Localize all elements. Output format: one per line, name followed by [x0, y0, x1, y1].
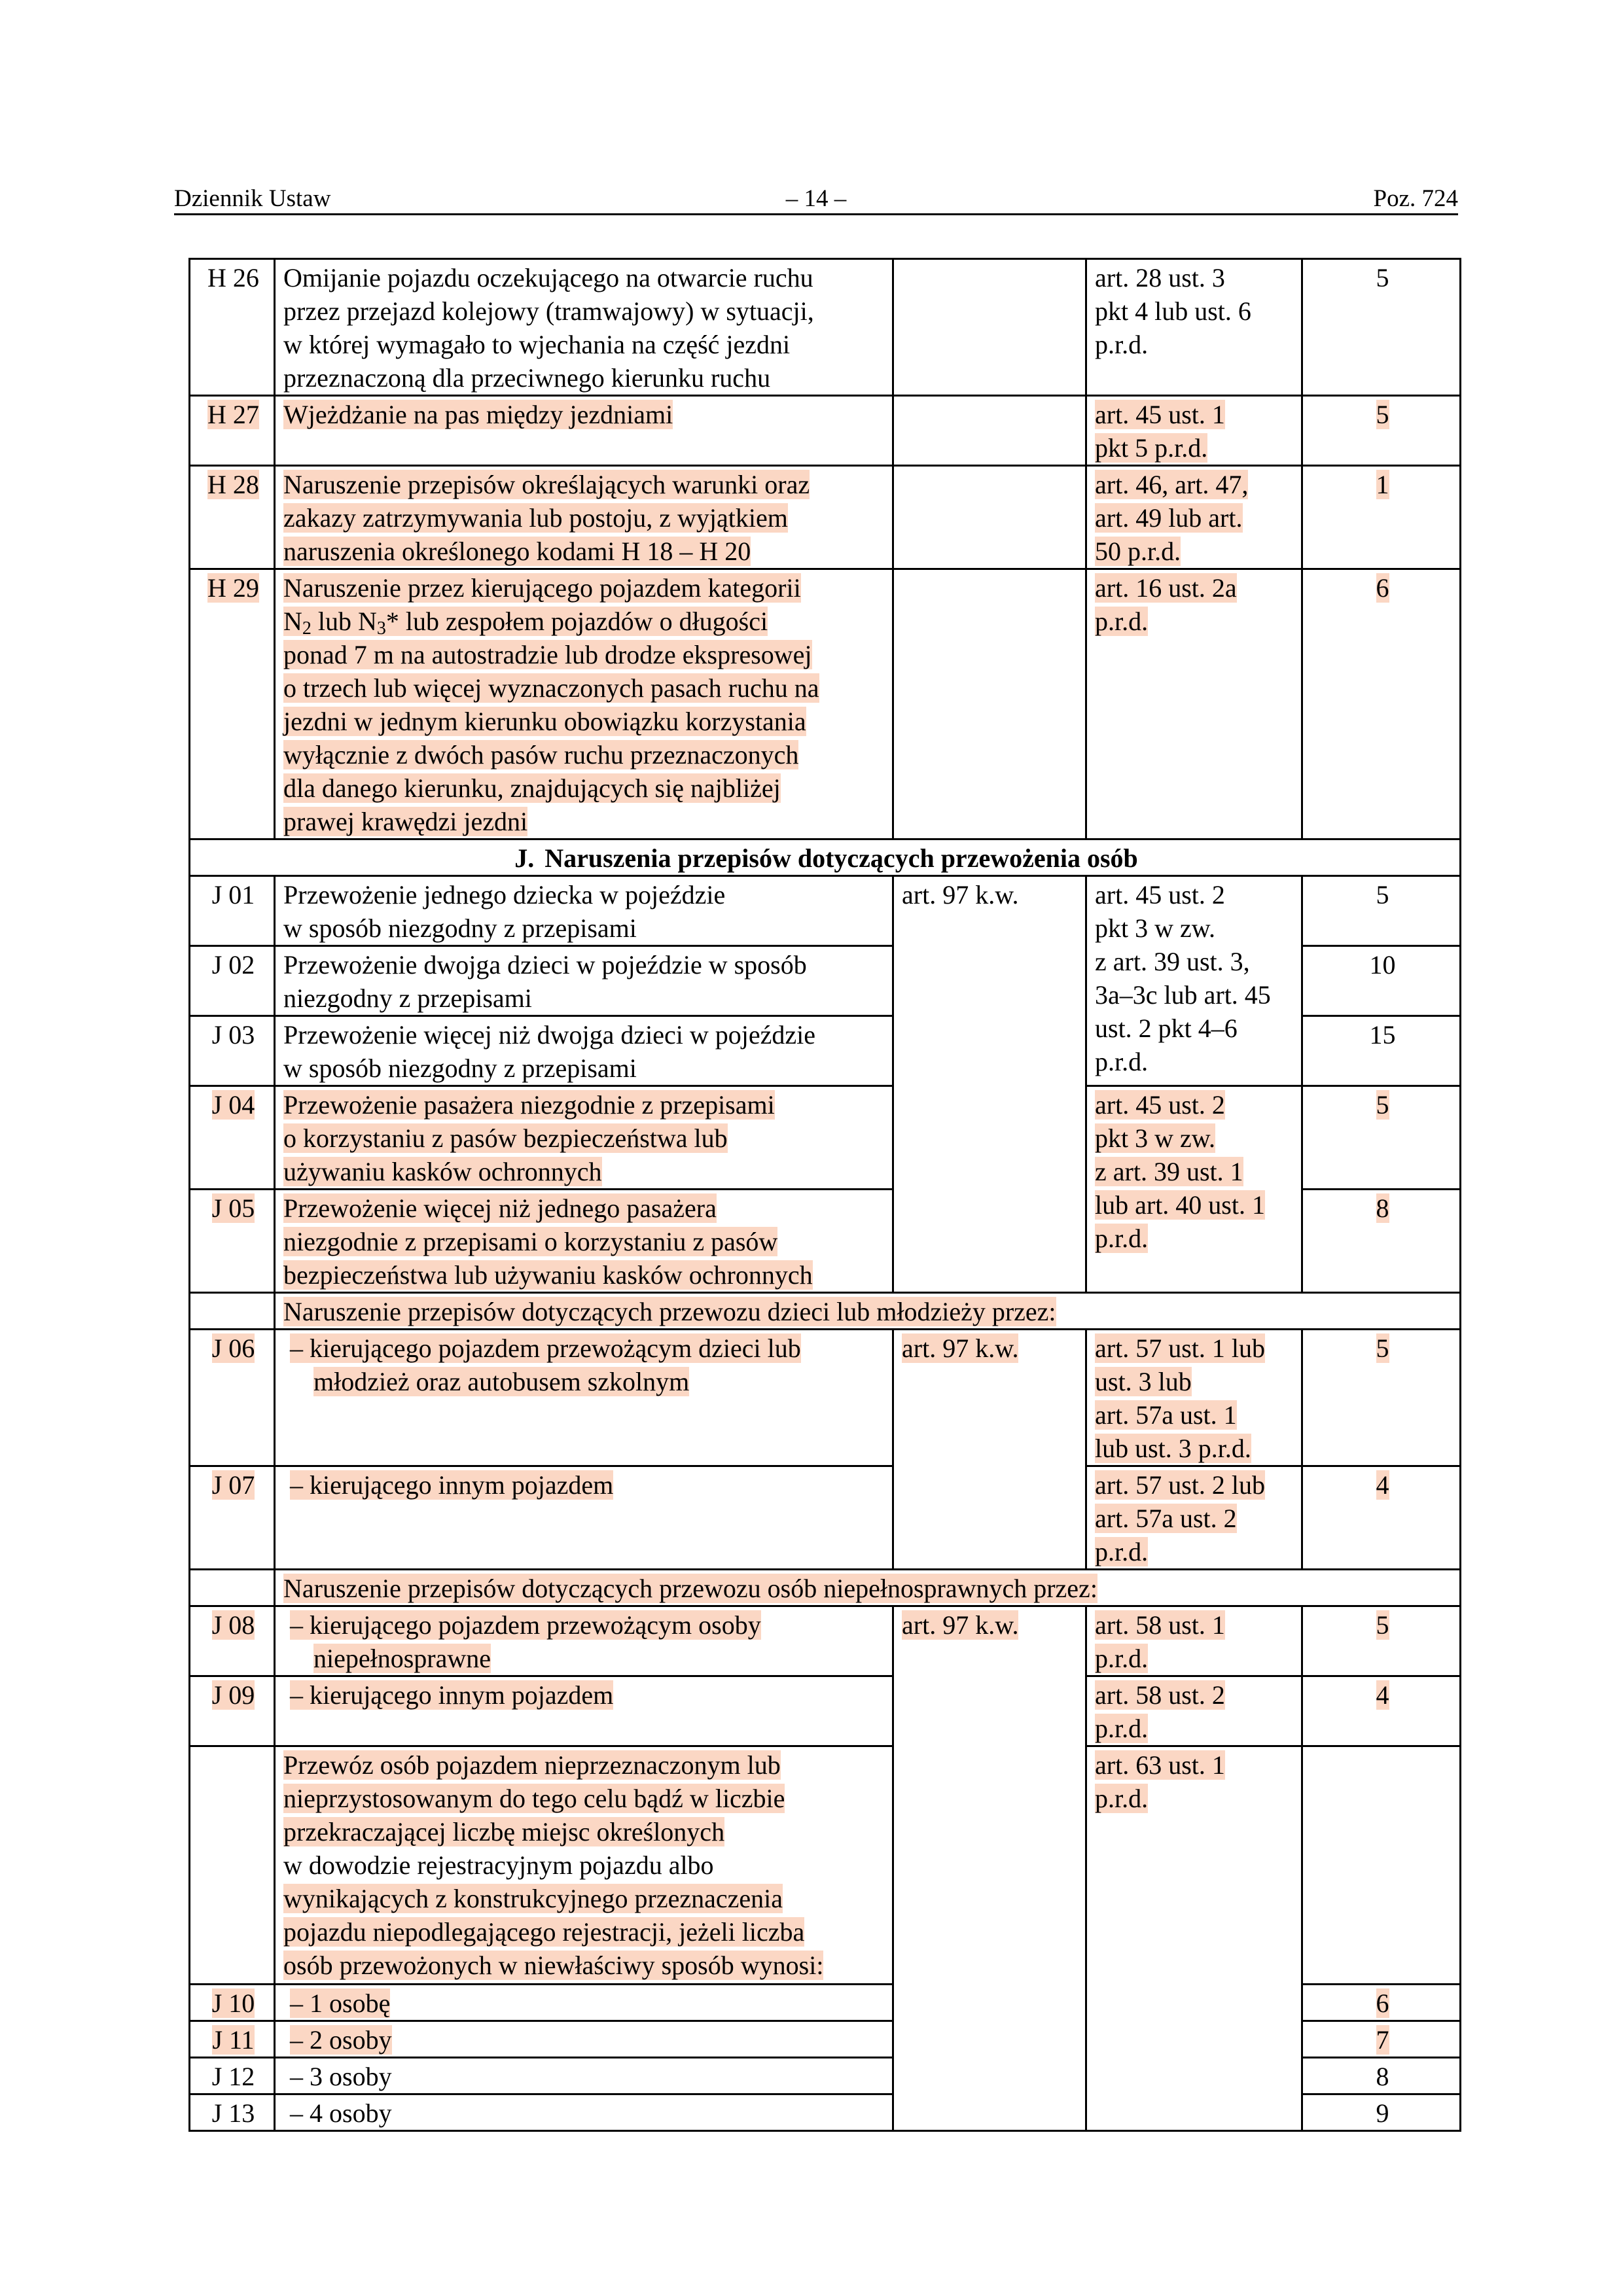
code-cell: J 11: [190, 2021, 275, 2058]
description-cell: Przewożenie dwojga dzieci w pojeździe w sposób niezgodny z przepisami: [275, 946, 893, 1016]
code-cell: J 10: [190, 1985, 275, 2021]
points-cell: 15: [1302, 1016, 1461, 1086]
group-row-disabled: [190, 1570, 1461, 1606]
table-row-j06: [190, 1330, 1461, 1466]
points-cell: 4: [1302, 1676, 1461, 1746]
page-number: – 14 –: [785, 185, 847, 212]
code-cell: J 12: [190, 2058, 275, 2094]
table-row-j01: [190, 876, 1461, 946]
description-cell: – kierującego innym pojazdem: [275, 1466, 893, 1570]
description-cell: Wjeżdżanie na pas między jezdniami: [275, 396, 893, 466]
points-cell: 6: [1302, 569, 1461, 839]
code-cell: J 09: [190, 1676, 275, 1746]
points-cell: 8: [1302, 1190, 1461, 1293]
article-cell: art. 45 ust. 1 pkt 5 p.r.d.: [1086, 396, 1302, 466]
code-cell: H 28: [190, 466, 275, 569]
group-title: Naruszenie przepisów dotyczących przewozu dzieci lub młodzieży przez:: [275, 1293, 1461, 1330]
description-cell: – kierującego pojazdem przewożącym dzieci lub młodzież oraz autobusem szkolnym: [275, 1330, 893, 1466]
kw-cell: art. 97 k.w.: [893, 1606, 1086, 2131]
points-cell: 5: [1302, 396, 1461, 466]
kw-cell: [893, 466, 1086, 569]
table-row-h28: [190, 466, 1461, 569]
article-cell: art. 57 ust. 2 lub art. 57a ust. 2 p.r.d.: [1086, 1466, 1302, 1570]
points-cell: 5: [1302, 1330, 1461, 1466]
description-cell: – 1 osobę: [275, 1985, 893, 2021]
code-cell: [190, 1746, 275, 1985]
code-cell: J 03: [190, 1016, 275, 1086]
kw-cell: [893, 569, 1086, 839]
description-cell: Przewożenie więcej niż jednego pasażera niezgodnie z przepisami o korzystaniu z pasów bezpieczeństwa lub używaniu kasków ochronnych: [275, 1190, 893, 1293]
kw-cell: [893, 259, 1086, 396]
description-cell: – kierującego pojazdem przewożącym osoby niepełnosprawne: [275, 1606, 893, 1676]
table-row-j09: [190, 1676, 1461, 1746]
code-cell: J 05: [190, 1190, 275, 1293]
kw-cell: art. 97 k.w.: [893, 1330, 1086, 1570]
description-cell: Przewożenie pasażera niezgodnie z przepisami o korzystaniu z pasów bezpieczeństwa lub używaniu kasków ochronnych: [275, 1086, 893, 1190]
article-cell: art. 58 ust. 2 p.r.d.: [1086, 1676, 1302, 1746]
description-cell: – kierującego innym pojazdem: [275, 1676, 893, 1746]
article-cell: art. 45 ust. 2 pkt 3 w zw. z art. 39 ust. 1 lub art. 40 ust. 1 p.r.d.: [1086, 1086, 1302, 1293]
table-row-j07: [190, 1466, 1461, 1570]
page-header: [174, 181, 1458, 215]
points-cell: 1: [1302, 466, 1461, 569]
description-cell: – 3 osoby: [275, 2058, 893, 2094]
code-cell: J 13: [190, 2094, 275, 2131]
article-cell: art. 58 ust. 1 p.r.d.: [1086, 1606, 1302, 1676]
points-cell: 9: [1302, 2094, 1461, 2131]
article-cell: art. 57 ust. 1 lub ust. 3 lub art. 57a ust. 1 lub ust. 3 p.r.d.: [1086, 1330, 1302, 1466]
code-cell: H 26: [190, 259, 275, 396]
code-cell: J 02: [190, 946, 275, 1016]
table-row-h29: [190, 569, 1461, 839]
article-cell: art. 63 ust. 1 p.r.d.: [1086, 1746, 1302, 2131]
points-cell: 7: [1302, 2021, 1461, 2058]
points-cell: 5: [1302, 876, 1461, 946]
position-number: Poz. 724: [1373, 185, 1458, 212]
description-cell: Przewóz osób pojazdem nieprzeznaczonym lub nieprzystosowanym do tego celu bądź w liczbie przekraczającej liczbę miejsc określonych w dowodzie rejestracyjnym pojazdu albo wynikających z konstrukcyjnego przeznaczenia pojazdu niepodlegającego rejestracji, jeżeli liczba osób przewożonych w niewłaściwy sposób wynosi:: [275, 1746, 893, 1985]
description-cell: Przewożenie więcej niż dwojga dzieci w pojeździe w sposób niezgodny z przepisami: [275, 1016, 893, 1086]
group-row-children: [190, 1293, 1461, 1330]
points-cell: 10: [1302, 946, 1461, 1016]
code-cell: [190, 1570, 275, 1606]
description-cell: – 2 osoby: [275, 2021, 893, 2058]
penalty-points-table: [188, 258, 1461, 2132]
article-cell: art. 28 ust. 3 pkt 4 lub ust. 6 p.r.d.: [1086, 259, 1302, 396]
article-cell: art. 16 ust. 2a p.r.d.: [1086, 569, 1302, 839]
points-cell: 5: [1302, 1086, 1461, 1190]
points-cell: 5: [1302, 259, 1461, 396]
points-cell: 5: [1302, 1606, 1461, 1676]
section-title: J. Naruszenia przepisów dotyczących przewożenia osób: [190, 839, 1461, 876]
group-title: Naruszenie przepisów dotyczących przewozu osób niepełnosprawnych przez:: [275, 1570, 1461, 1606]
points-cell: 4: [1302, 1466, 1461, 1570]
description-cell: Omijanie pojazdu oczekującego na otwarcie ruchu przez przejazd kolejowy (tramwajowy) w sytuacji, w której wymagało to wjechania na część jezdni przeznaczoną dla przeciwnego kierunku ruchu: [275, 259, 893, 396]
code-cell: H 29: [190, 569, 275, 839]
code-cell: J 07: [190, 1466, 275, 1570]
kw-cell: art. 97 k.w.: [893, 876, 1086, 1293]
description-cell: Naruszenie przepisów określających warunki oraz zakazy zatrzymywania lub postoju, z wyjątkiem naruszenia określonego kodami H 18 – H 20: [275, 466, 893, 569]
description-cell: Naruszenie przez kierującego pojazdem kategorii $N_2$ lub $N_3*$ lub zespołem pojazdów o długości ponad 7 m na autostradzie lub drodze ekspresowej o trzech lub więcej wyznaczonych pasach ruchu na jezdni w jednym kierunku obowiązku korzystania wyłącznie z dwóch pasów ruchu przeznaczonych dla danego kierunku, znajdujących się najbliżej prawej krawędzi jezdni: [275, 569, 893, 839]
table-row-h26: [190, 259, 1461, 396]
code-cell: H 27: [190, 396, 275, 466]
points-cell: 6: [1302, 1985, 1461, 2021]
table-row-j08: [190, 1606, 1461, 1676]
points-cell: 8: [1302, 2058, 1461, 2094]
journal-title: Dziennik Ustaw: [174, 185, 331, 212]
code-cell: J 08: [190, 1606, 275, 1676]
table-row-j04: [190, 1086, 1461, 1190]
table-row-h27: [190, 396, 1461, 466]
kw-cell: [893, 396, 1086, 466]
points-cell: [1302, 1746, 1461, 1985]
description-cell: Przewożenie jednego dziecka w pojeździe w sposób niezgodny z przepisami: [275, 876, 893, 946]
article-cell: art. 45 ust. 2 pkt 3 w zw. z art. 39 ust. 3, 3a–3c lub art. 45 ust. 2 pkt 4–6 p.r.d.: [1086, 876, 1302, 1086]
code-cell: [190, 1293, 275, 1330]
description-cell: – 4 osoby: [275, 2094, 893, 2131]
table-row-overload: [190, 1746, 1461, 1985]
code-cell: J 04: [190, 1086, 275, 1190]
article-cell: art. 46, art. 47, art. 49 lub art. 50 p.r.d.: [1086, 466, 1302, 569]
code-cell: J 01: [190, 876, 275, 946]
code-cell: J 06: [190, 1330, 275, 1466]
section-header-j: [190, 839, 1461, 876]
